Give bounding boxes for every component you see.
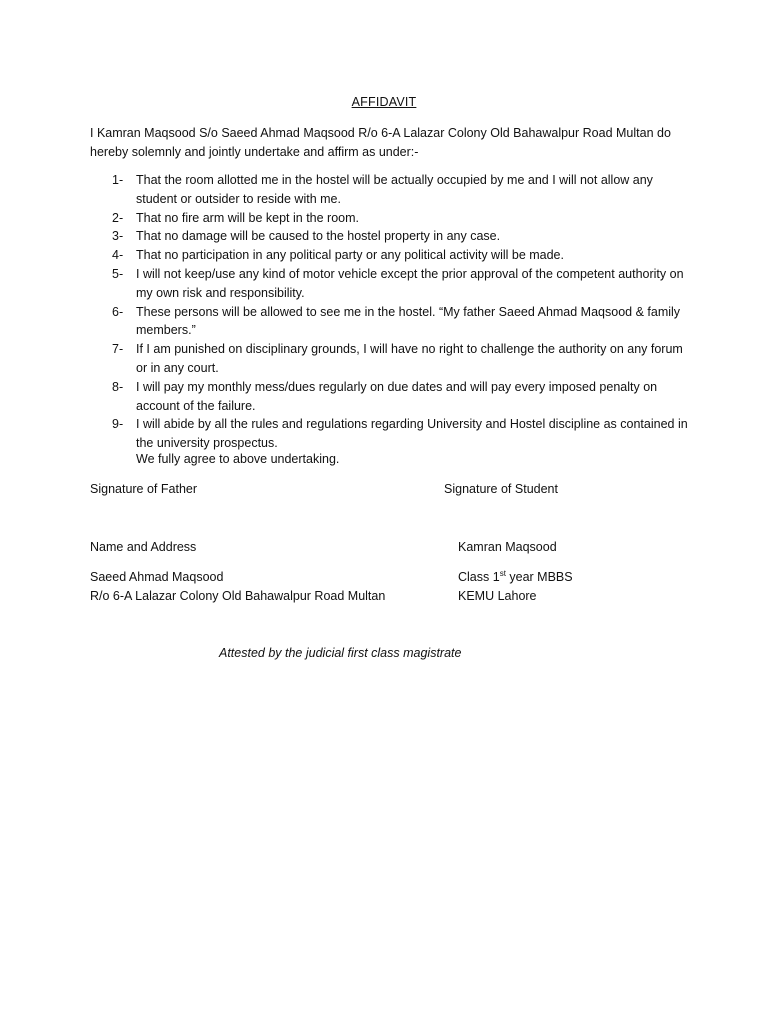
list-item-number: 1- — [112, 173, 124, 187]
list-item-number: 6- — [112, 304, 124, 319]
list-item-number: 7- — [112, 342, 124, 357]
list-item-text: I will not keep/use any kind of motor vehicle except the prior approval of the competent authority on my own risk and responsibility. — [136, 266, 684, 300]
list-item — [90, 340, 690, 378]
name-address-label: Name and Address — [90, 540, 197, 554]
signature-student-label: Signature of Student — [444, 482, 558, 496]
list-item — [90, 265, 690, 303]
undertaking-list — [90, 171, 690, 453]
list-item-text: I will abide by all the rules and regulations regarding University and Hostel discipline as contained in the university prospectus. — [136, 417, 688, 451]
student-class — [458, 570, 573, 584]
list-item — [90, 227, 690, 246]
list-item-number: 4- — [112, 248, 124, 263]
list-item — [90, 303, 690, 341]
list-item-text: That the room allotted me in the hostel will be actually occupied by me and I will not allow any student or outsider to reside with me. — [136, 173, 653, 206]
list-item-number: 8- — [112, 379, 124, 394]
list-item-number: 2- — [112, 210, 124, 225]
class-superscript: st — [499, 568, 506, 578]
list-item — [90, 171, 690, 209]
class-suffix: year MBBS — [505, 570, 573, 584]
father-name: Saeed Ahmad Maqsood — [90, 570, 224, 584]
list-item-text: These persons will be allowed to see me in the hostel. “My father Saeed Ahmad Maqsood & family members.” — [136, 304, 681, 338]
list-item-number: 5- — [112, 266, 124, 281]
student-name: Kamran Maqsood — [458, 540, 557, 554]
class-prefix: Class 1 — [458, 570, 500, 584]
list-item — [90, 209, 690, 228]
list-item — [90, 378, 690, 416]
closing-statement: We fully agree to above undertaking. — [136, 452, 340, 466]
father-address: R/o 6-A Lalazar Colony Old Bahawalpur Road Multan — [90, 589, 386, 603]
attestation-note: Attested by the judicial first class magistrate — [219, 646, 462, 660]
list-item-text: If I am punished on disciplinary grounds, I will have no right to challenge the authority on any forum or in any court. — [136, 342, 683, 375]
list-item — [90, 246, 690, 265]
list-item — [90, 415, 690, 453]
signature-father-label: Signature of Father — [90, 482, 198, 496]
list-item-text: That no fire arm will be kept in the room. — [136, 210, 360, 225]
list-item-text: That no participation in any political party or any political activity will be made. — [136, 248, 564, 263]
list-item-text: I will pay my monthly mess/dues regularly on due dates and will pay every imposed penalty on account of the failure. — [136, 379, 658, 413]
intro-paragraph: I Kamran Maqsood S/o Saeed Ahmad Maqsood R/o 6-A Lalazar Colony Old Bahawalpur Road Multan do hereby solemnly and jointly undertake and affirm as under:- — [90, 126, 671, 159]
list-item-number: 3- — [112, 229, 124, 244]
list-item-text: That no damage will be caused to the hostel property in any case. — [136, 229, 501, 244]
institution-name: KEMU Lahore — [458, 589, 537, 603]
list-item-number: 9- — [112, 417, 124, 432]
document-title: AFFIDAVIT — [351, 95, 417, 109]
